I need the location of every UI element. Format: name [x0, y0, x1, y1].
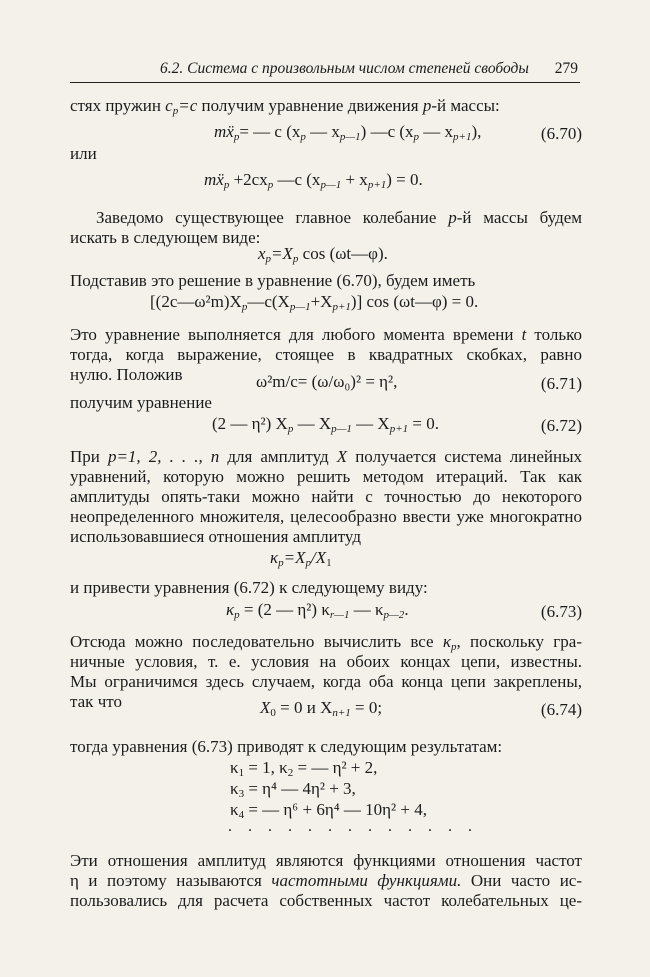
equation-6-71: ω²m/c= (ω/ω₀)² = η², — [256, 372, 398, 391]
equation-kappa-definition: $\kappa_p=X_p/X_1$ — [270, 548, 332, 569]
equation-6-74: $X_0 = 0$ и $X_{n+1} = 0$; — [260, 698, 383, 719]
equation-number: (6.70) — [540, 124, 582, 143]
equation-6-70: mẍ$_p$= — c ($x_p$ — $x_{p—1}$) —c ($x_p$ — $x_{p+1}$), — [214, 122, 482, 143]
text-line: пользовались для расчета собственных частот колебательных це- — [70, 891, 582, 910]
text-line: искать в следующем виде: — [70, 228, 261, 247]
result-kappa-1-2: $\kappa_1 = 1$, $\kappa_2$ = — η² + 2, — [230, 758, 378, 779]
text-line: так что — [70, 692, 122, 711]
text-line: использовавшиеся отношения амплитуд — [70, 527, 361, 546]
text-line: ничные условия, т. е. условия на обоих концах цепи, известны. — [70, 652, 582, 671]
text-line: Мы ограничимся здесь случаем, когда оба конца цепи закреплены, — [70, 672, 582, 691]
text-line: и привести уравнения (6.72) к следующему виду: — [70, 578, 428, 597]
text-line: Отсюда можно последовательно вычислить все $\kappa_p$, поскольку гра- — [70, 632, 582, 653]
text-line: тогда, когда выражение, стоящее в квадратных скобках, равно — [70, 345, 582, 364]
text-line: амплитуды опять-таки можно найти с точностью до некоторого — [70, 487, 582, 506]
equation-number: (6.74) — [540, 700, 582, 719]
text-line: нулю. Положив — [70, 365, 183, 384]
equation-6-73: $\kappa_p = (2$ — η²) $\kappa_{r—1}$ — $\kappa_{p—2}$. — [226, 600, 409, 621]
equation-substituted: $[(2c—\omega^2m)X_p—c(X_{p—1}+X_{p+1})]$ cos (ωt—φ) = 0. — [150, 292, 479, 313]
result-kappa-3: $\kappa_3 = \eta^4$ — 4η² + 3, — [230, 779, 356, 800]
equation-6-72: (2 — η²) $X_p$ — $X_{p—1}$ — $X_{p+1} = 0$. — [212, 414, 439, 435]
header-title: 6.2. Система с произвольным числом степеней свободы — [160, 60, 529, 77]
equation-solution: $x_p=X_p$ cos (ωt—φ). — [258, 244, 388, 265]
text-line: тогда уравнения (6.73) приводят к следующим результатам: — [70, 737, 503, 756]
text-line: η и поэтому называются частотными функциями. Они часто ис- — [70, 871, 583, 890]
text-line: Заведомо существующее главное колебание p-й массы будем — [96, 208, 583, 227]
text-line: При p=1, 2, . . ., n для амплитуд X получается система линейных — [70, 447, 583, 466]
running-header — [70, 58, 580, 83]
text-line: Эти отношения амплитуд являются функциями отношения частот — [70, 851, 582, 870]
equation-number: (6.72) — [540, 416, 582, 435]
ellipsis-row: . . . . . . . . . . . . . — [228, 818, 478, 835]
result-kappa-4: $\kappa_4$ = — η⁶ + 6η⁴ — 10η² + 4, — [230, 800, 427, 821]
text-line: уравнений, которую можно решить методом итераций. Так как — [70, 467, 582, 486]
equation-number: (6.71) — [540, 374, 582, 393]
equation-6-70-rearranged: mẍ$_p$ $+2cx_p$ —c $(x_{p—1} + x_{p+1}) = 0$. — [204, 170, 423, 191]
equation-number: (6.73) — [540, 602, 582, 621]
text-line: получим уравнение — [70, 393, 212, 412]
page-number: 279 — [554, 60, 578, 77]
text-line: Подставив это решение в уравнение (6.70), будем иметь — [70, 271, 476, 290]
text-line: или — [70, 144, 97, 163]
text-line: стях пружин $c_p=c$ получим уравнение движения p-й массы: — [70, 96, 500, 117]
text-line: Это уравнение выполняется для любого момента времени t только — [70, 325, 583, 344]
text-line: неопределенного множителя, целесообразно ввести уже многократно — [70, 507, 582, 526]
